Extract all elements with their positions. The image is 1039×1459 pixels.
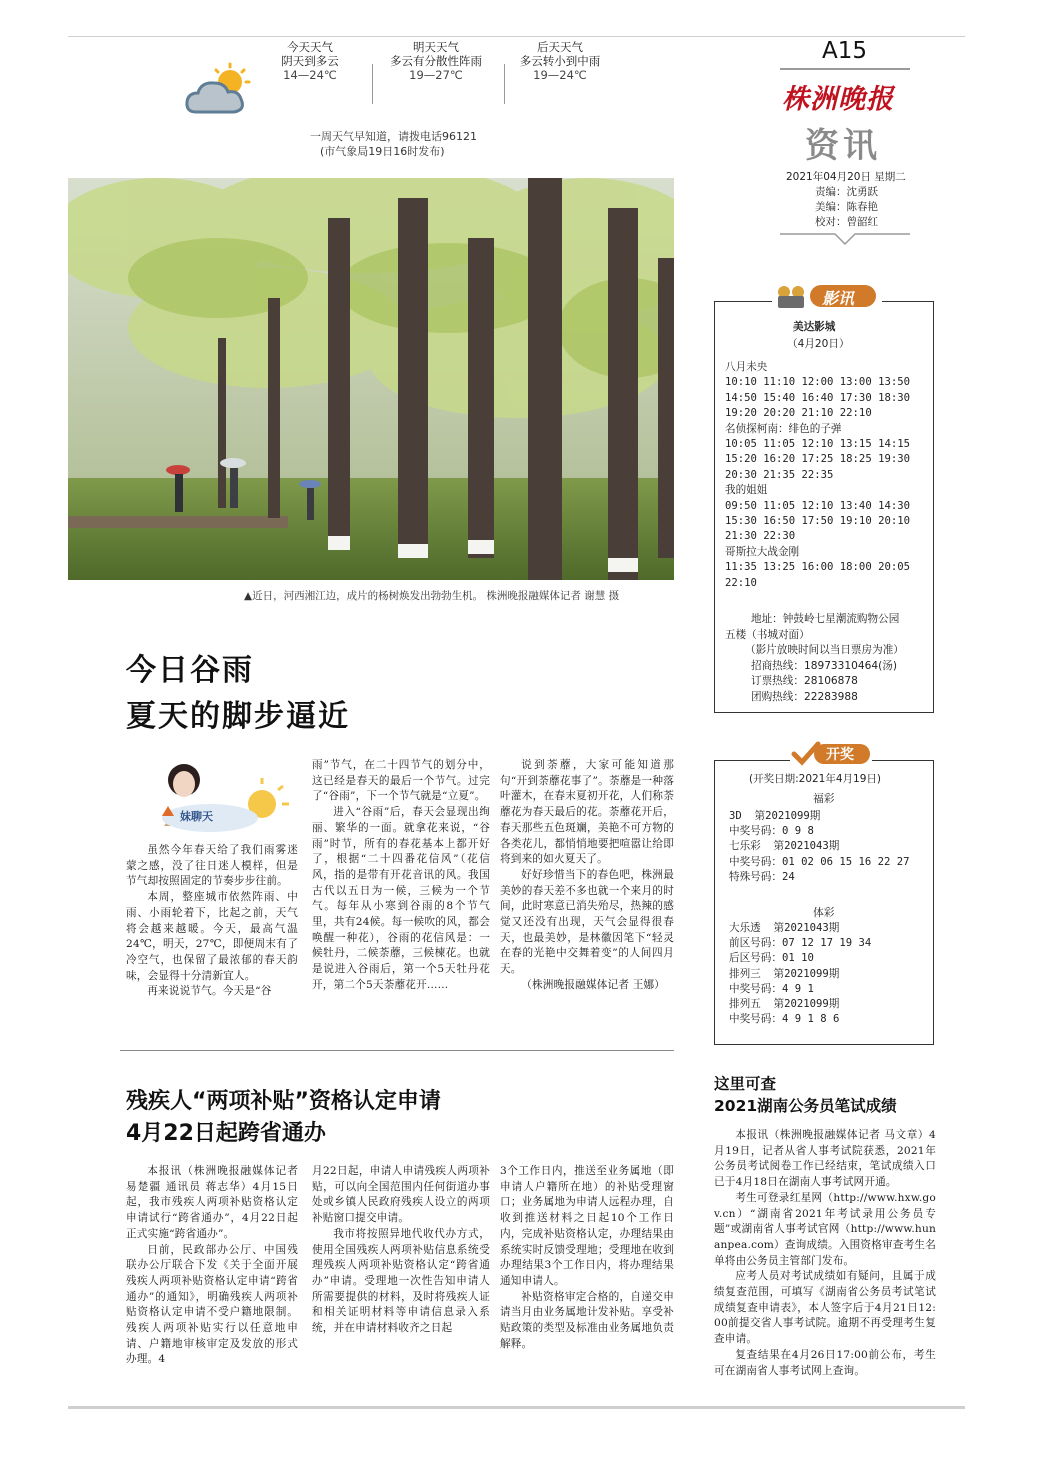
lottery-date: (开奖日期:2021年4月19日) <box>749 773 881 785</box>
showtime-line: 15:20 16:20 17:25 18:25 19:30 <box>725 453 910 466</box>
article1-paragraph: 进入“谷雨”后，春天会显现出绚丽、繁华的一面。就拿花来说，“谷雨”时节，所有的春花基本上都开好了，根据“二十四番花信风”（花信风，指的是带有开花音讯的风。我国古代以五日为一候，三候为一个节气。每年从小寒到谷雨的8个节气里，共有24候。每一候吹的风，都会唤醒一种花），谷雨的花信风是：一候牡丹，二候荼蘼，三候楝花。也就是说进入谷雨后，第一个5天牡丹花开，第二个5天荼蘼花开…… <box>312 806 490 991</box>
article1-paragraph: 本周，整座城市依然阵雨、中雨、小雨轮着下，比起之前，天气将会越来越暖。今天，最高气温24℃，明天，27℃，即便周末有了冷空气，也保留了最浓郁的春天韵味，会显得十分清新宜人。 <box>126 891 298 982</box>
welfare-title: 福彩 <box>813 792 835 805</box>
welfare-results <box>729 809 910 885</box>
showtime-line: 八月未央 <box>725 361 768 373</box>
lottery-badge-label: 开奖 <box>826 747 854 763</box>
article2-col1 <box>126 1164 298 1368</box>
lottery-box <box>714 760 934 1045</box>
welfare-line: 3D 第2021099期 <box>729 810 821 822</box>
article1-paragraph: 再来说说节气。今天是“谷 <box>147 985 272 998</box>
showtime-line: 21:30 22:30 <box>725 530 796 543</box>
welfare-line: 特殊号码：24 <box>729 870 795 883</box>
cinema-name: 美达影城 <box>793 321 836 333</box>
article3-title-line2: 2021湖南公务员笔试成绩 <box>714 1097 897 1115</box>
article2-paragraph: 月22日起，申请人申请残疾人两项补贴，可以向全国范围内任何街道办事处或乡镇人民政府残疾人设立的两项补贴窗口提交申请。 <box>312 1165 490 1225</box>
article2-paragraph: 日前，民政部办公厅、中国残联办公厅联合下发《关于全面开展残疾人两项补贴资格认定申请“跨省通办”的通知》，明确残疾人两项补贴资格认定申请不受户籍地限制。残疾人两项补贴实行以任意地申请、户籍地审核审定及发放的形式办理。4 <box>126 1243 298 1366</box>
weather-tomorrow-temp: 19—27℃ <box>409 68 463 82</box>
cinema-box <box>714 301 934 713</box>
sports-line: 大乐透 第2021043期 <box>729 922 840 934</box>
weather-tomorrow-desc: 多云有分散性阵雨 <box>390 54 482 68</box>
welfare-line: 中奖号码：01 02 06 15 16 22 27 <box>729 855 910 868</box>
editor-line: 责编：沈勇跃 <box>815 186 878 198</box>
sports-line: 中奖号码：4 9 1 8 6 <box>729 1013 840 1026</box>
article-divider <box>120 1050 674 1051</box>
showtime-line: 14:50 15:40 16:40 17:30 18:30 <box>725 391 910 404</box>
sports-line: 排列三 第2021099期 <box>729 967 840 980</box>
masthead-chevron <box>780 232 910 246</box>
article1-col1 <box>126 843 298 1000</box>
article1-byline: （株洲晚报融媒体记者 王娜） <box>521 978 666 991</box>
cloudy-sun-icon <box>184 62 256 118</box>
page-number: A15 <box>822 38 868 64</box>
article1-paragraph: 说到荼蘼，大家可能知道那句“开到荼蘼花事了”。荼蘼是一种落叶灌木，在春末夏初开花，人们称荼蘼花为春天最后的花。荼蘼花开后，春天那些五色斑斓，美艳不可方物的各类花儿，都悄悄地要把喧嚣让给即将到来的如火夏天了。 <box>500 759 674 866</box>
cinema-badge <box>772 282 882 310</box>
article3-title-line1: 这里可查 <box>714 1075 777 1093</box>
article1-paragraph: 虽然今年春天给了我们雨雾迷蒙之感，没了往日迷人模样，但是节气却按照固定的节奏步步往前。 <box>126 844 298 888</box>
weather-dayafter-desc: 多云转小到中雨 <box>519 54 601 68</box>
section-title: 资讯 <box>805 126 881 166</box>
article2-paragraph: 3个工作日内，推送至业务属地（即申请人户籍所在地）的补贴受理窗口；业务属地为申请人远程办理，自收到推送材料之日起10个工作日内，完成补贴资格认定，办理结果由系统实时反馈受理地；受理地在收到办理结果3个工作日内，将办理结果通知申请人。 <box>500 1165 674 1287</box>
sports-line: 排列五 第2021099期 <box>729 998 840 1011</box>
sports-title: 体彩 <box>813 906 835 919</box>
cinema-address <box>725 612 904 706</box>
photo-caption: ▲近日，河西湘江边，成片的杨树焕发出勃勃生机。 株洲晚报融媒体记者 谢慧 摄 <box>244 590 620 602</box>
showtime-line: 15:30 16:50 17:50 19:10 20:10 <box>725 515 910 528</box>
columnist-badge <box>150 756 300 838</box>
masthead-rule <box>780 68 910 70</box>
sports-line: 中奖号码：4 9 1 <box>729 982 814 995</box>
brand-logo: 株洲晚报 <box>782 84 894 115</box>
cinema-hotline: 招商热线：18973310464(汤) <box>751 659 897 672</box>
article2-col2 <box>312 1164 490 1337</box>
weather-block <box>180 40 610 170</box>
article1-col3 <box>500 758 674 994</box>
article2-paragraph: 补贴资格审定合格的，自递交申请当月由业务属地计发补贴。享受补贴政策的类型及标准由业务属地负责解释。 <box>500 1290 674 1350</box>
columnist-badge-label: 妹聊天 <box>180 810 213 823</box>
cinema-address-line2: 五楼（书城对面） <box>725 628 810 641</box>
weather-hotline: 一周天气早知道，请拨电话96121 <box>310 130 477 143</box>
issue-date: 2021年04月20日 星期二 <box>786 171 906 183</box>
showtime-line: 10:05 11:05 12:10 13:15 14:15 <box>725 438 910 451</box>
showtime-list <box>725 360 910 591</box>
weather-today <box>264 40 356 82</box>
cinema-hotline: 团购热线：22283988 <box>751 690 858 703</box>
article2-title-line2: 4月22日起跨省通办 <box>126 1121 326 1146</box>
article3-paragraph: 应考人员对考试成绩如有疑问，且属于成绩复查范围，可填写《湖南省公务员考试笔试成绩复查申请表》，本人签字后于4月21日12:00前提交省人事考试院。逾期不再受理考生复查申请。 <box>714 1270 936 1346</box>
showtime-line: 20:30 21:35 22:35 <box>725 468 834 481</box>
weather-dayafter-label: 后天天气 <box>537 40 583 54</box>
welfare-line: 七乐彩 第2021043期 <box>729 840 840 853</box>
weather-tomorrow <box>380 40 492 82</box>
article3-paragraph: 复查结果在4月26日17:00前公布，考生可在湖南省人事考试网上查询。 <box>714 1348 936 1377</box>
showtime-line: 10:10 11:10 12:00 13:00 13:50 <box>725 376 910 389</box>
weather-today-temp: 14—24℃ <box>283 68 337 82</box>
sports-results <box>729 921 871 1027</box>
article3-body <box>714 1128 936 1379</box>
bottom-rule <box>68 1406 965 1409</box>
top-rule <box>68 36 965 37</box>
article1-title-line2: 夏天的脚步逼近 <box>126 699 350 734</box>
showtime-line: 22:10 <box>725 576 757 589</box>
poplar-trees-photo <box>68 178 674 580</box>
welfare-line: 中奖号码：0 9 8 <box>729 825 814 838</box>
cinema-badge-label: 影讯 <box>822 289 855 308</box>
article1-paragraph: 好好珍惜当下的春色吧，株洲最美妙的春天差不多也就一个来月的时间，此时寒意已消失殆尽，热辣的感觉又还没有出现，天气会显得很春天，也最美妙，是林徽因笔下“轻灵在春的光艳中交舞着变”的人间四月天。 <box>500 868 674 976</box>
weather-today-label: 今天天气 <box>287 40 333 54</box>
proofreader-line: 校对：曾韶红 <box>815 216 878 228</box>
weather-tomorrow-label: 明天天气 <box>413 40 459 54</box>
weather-issued: (市气象局19日16时发布) <box>320 145 445 158</box>
article1-paragraph: 雨”节气，在二十四节气的划分中，这已经是春天的最后一个节气。过完了“谷雨”，下一个节气就是“立夏”。 <box>312 759 490 803</box>
columnist-avatar <box>150 756 300 838</box>
sports-line: 后区号码：01 10 <box>729 952 814 965</box>
feature-photo <box>68 178 674 580</box>
weather-today-desc: 阴天到多云 <box>281 54 339 68</box>
weather-dayafter-temp: 19—24℃ <box>533 68 587 82</box>
cinema-address-line1: 地址：钟鼓岭七星潮流购物公园 <box>751 613 900 625</box>
weather-divider <box>504 64 505 104</box>
showtime-line: 我的姐姐 <box>725 484 768 497</box>
article1-col2 <box>312 758 490 994</box>
designer-line: 美编：陈春艳 <box>815 201 878 213</box>
cinema-note: （影片放映时间以当日票房为准） <box>745 644 904 657</box>
showtime-line: 09:50 11:05 12:10 13:40 14:30 <box>725 499 910 512</box>
article1-title-line1: 今日谷雨 <box>126 653 254 688</box>
cinema-hotline: 订票热线：28106878 <box>751 675 858 688</box>
lottery-badge <box>790 740 872 766</box>
article3-paragraph: 本报讯（株洲晚报融媒体记者 马文章）4月19日，记者从省人事考试院获悉，2021年公务员考试阅卷工作已经结束，笔试成绩入口已于4月18日在湖南人事考试网开通。 <box>714 1129 936 1189</box>
article2-paragraph: 我市将按照异地代收代办方式，使用全国残疾人两项补贴信息系统受理残疾人两项补贴资格认定“跨省通办”申请。受理地一次性告知申请人所需要提供的材料，及时将残疾人证和相关证明材料等申请信息录入系统，并在申请材料收齐之日起 <box>312 1227 490 1335</box>
showtime-line: 19:20 20:20 21:10 22:10 <box>725 407 872 420</box>
showtime-line: 11:35 13:25 16:00 18:00 20:05 <box>725 561 910 574</box>
article2-paragraph: 本报讯（株洲晚报融媒体记者 易楚疆 通讯员 蒋志华）4月15日起，我市残疾人两项补贴资格认定申请试行“跨省通办”，4月22日起正式实施“跨省通办”。 <box>126 1165 298 1240</box>
showtime-line: 名侦探柯南：绯色的子弹 <box>725 422 842 435</box>
showtime-line: 哥斯拉大战金刚 <box>725 545 800 558</box>
sports-line: 前区号码：07 12 17 19 34 <box>729 937 872 950</box>
article2-col3 <box>500 1164 674 1352</box>
cinema-date: （4月20日） <box>787 338 850 350</box>
weather-divider <box>372 64 373 104</box>
weather-dayafter <box>510 40 610 82</box>
article2-title-line1: 残疾人“两项补贴”资格认定申请 <box>126 1089 441 1114</box>
article3-paragraph: 考生可登录红星网（http://www.hxw.gov.cn）“湖南省2021年考试录用公务员专题”或湖南省人事考试官网（http://www.hunanpea.com）查询成绩。入围资格审查考生名单将由公务员主管部门发布。 <box>714 1191 936 1267</box>
